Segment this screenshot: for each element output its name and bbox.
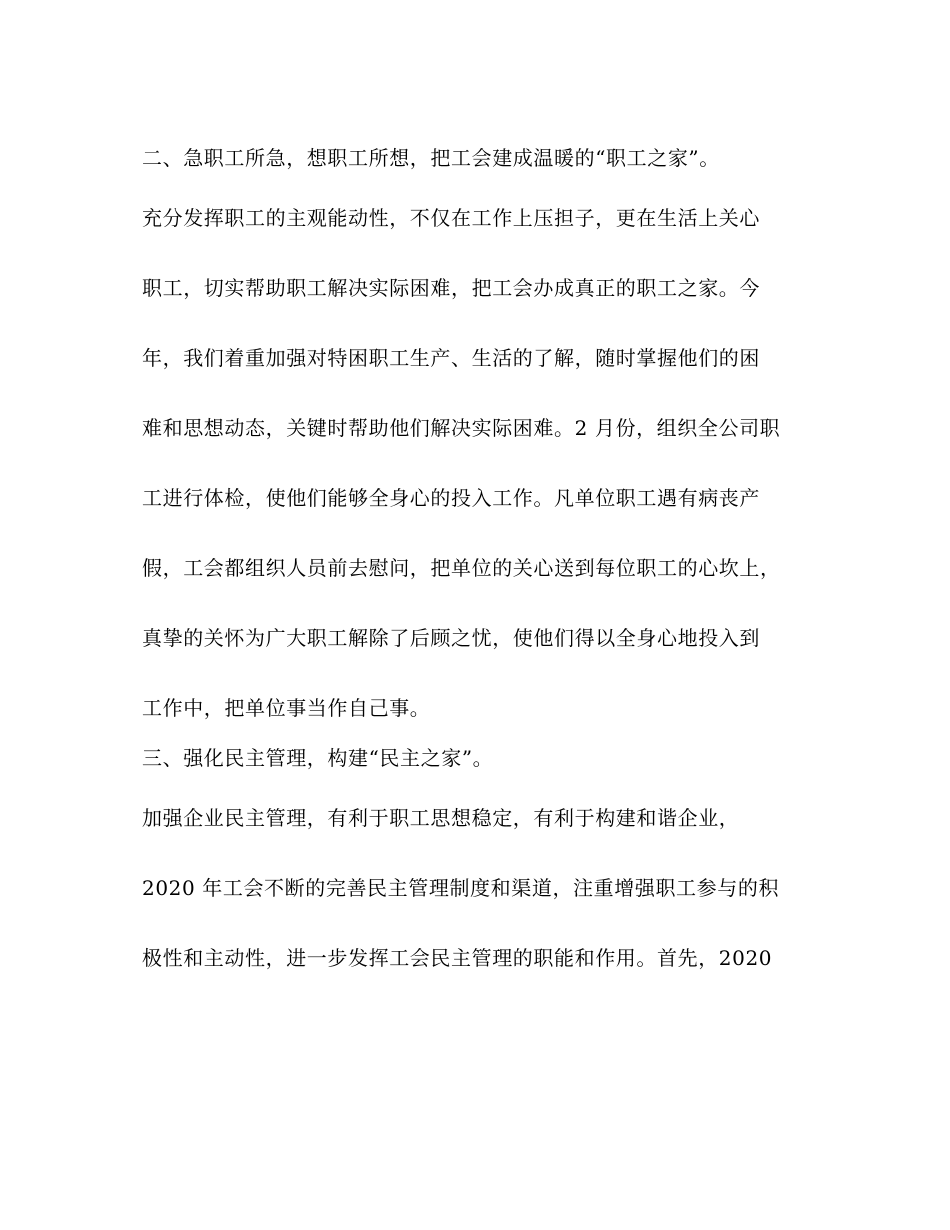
- paragraph-line: 假，工会都组织人员前去慰问，把单位的关心送到每位职工的心坎上，: [142, 556, 781, 580]
- section-heading-2: 二、急职工所急，想职工所想，把工会建成温暖的“职工之家”。: [142, 146, 720, 170]
- paragraph-line: 年，我们着重加强对特困职工生产、生活的了解，随时掌握他们的困: [142, 346, 760, 370]
- paragraph-line: 职工，切实帮助职工解决实际困难，把工会办成真正的职工之家。今: [142, 276, 760, 300]
- paragraph-line: 难和思想动态，关键时帮助他们解决实际困难。2 月份，组织全公司职: [142, 416, 781, 440]
- paragraph-line: 真挚的关怀为广大职工解除了后顾之忧，使他们得以全身心地投入到: [142, 626, 760, 650]
- paragraph-line: 极性和主动性，进一步发挥工会民主管理的职能和作用。首先，2020: [142, 946, 773, 970]
- paragraph-line: 工进行体检，使他们能够全身心的投入工作。凡单位职工遇有病丧产: [142, 486, 760, 510]
- paragraph-line: 充分发挥职工的主观能动性，不仅在工作上压担子，更在生活上关心: [142, 206, 760, 230]
- paragraph-line: 加强企业民主管理，有利于职工思想稳定，有利于构建和谐企业，: [142, 806, 740, 830]
- paragraph-line: 2020 年工会不断的完善民主管理制度和渠道，注重增强职工参与的积: [142, 876, 780, 900]
- paragraph-line: 工作中，把单位事当作自己事。: [142, 696, 431, 720]
- section-heading-3: 三、强化民主管理，构建“民主之家”。: [142, 746, 494, 770]
